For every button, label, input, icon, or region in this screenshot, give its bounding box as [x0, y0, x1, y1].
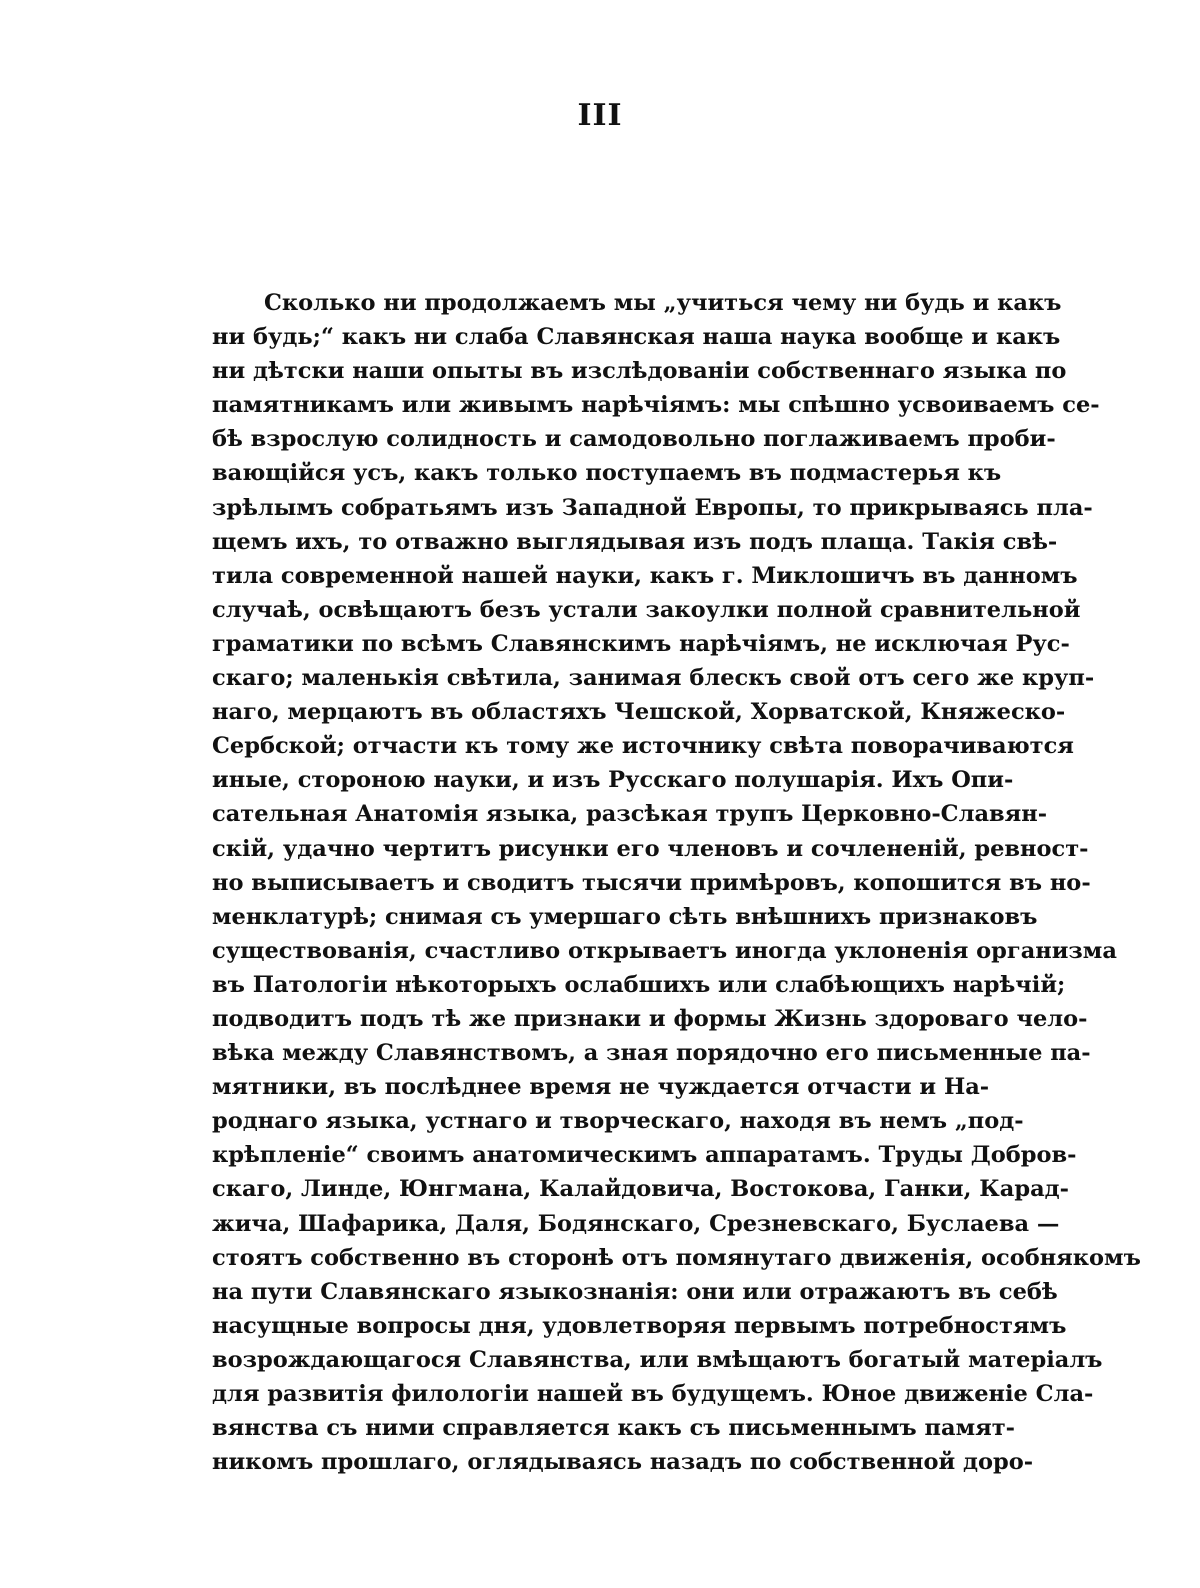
text-line: щемъ ихъ, то отважно выглядывая изъ подъ плаща. Такія свѣ-	[212, 528, 1058, 555]
text-line: стоятъ собственно въ сторонѣ отъ помянутаго движенія, особнякомъ	[212, 1244, 1141, 1271]
text-line: на пути Славянскаго языкознанія: они или отражаютъ въ себѣ	[212, 1278, 1058, 1305]
text-line: насущные вопросы дня, удовлетворяя первымъ потребностямъ	[212, 1312, 1067, 1339]
text-line: граматики по всѣмъ Славянскимъ нарѣчіямъ, не исключая Рус-	[212, 630, 1070, 657]
text-line: бѣ взрослую солидность и самодовольно поглаживаемъ проби-	[212, 426, 1056, 453]
text-line: жича, Шафарика, Даля, Бодянскаго, Срезневскаго, Буслаева —	[212, 1210, 1060, 1237]
text-line: вѣка между Славянствомъ, а зная порядочно его письменные па-	[212, 1040, 1091, 1067]
text-line: ни дѣтски наши опыты въ изслѣдованіи собственнаго языка по	[212, 358, 1067, 385]
text-line: но выписываетъ и сводитъ тысячи примѣровъ, копошится въ но-	[212, 869, 1091, 896]
text-line: скаго, Линде, Юнгмана, Калайдовича, Востокова, Ганки, Карад-	[212, 1176, 1069, 1203]
text-line: случаѣ, освѣщаютъ безъ устали закоулки полной сравнительной	[212, 596, 1081, 623]
text-line: скій, удачно чертитъ рисунки его членовъ и сочлененій, ревност-	[212, 835, 1089, 862]
text-line: Сколько ни продолжаемъ мы „учиться чему ни будь и какъ	[264, 290, 1062, 316]
text-line: роднаго языка, устнаго и творческаго, находя въ немъ „под-	[212, 1108, 1024, 1135]
text-line: тила современной нашей науки, какъ г. Миклошичъ въ данномъ	[212, 562, 1078, 589]
text-line: для развитія филологіи нашей въ будущемъ. Юное движеніе Сла-	[212, 1381, 1094, 1407]
text-line: существованія, счастливо открываетъ иногда уклоненія организма	[212, 937, 1117, 964]
text-line: никомъ прошлаго, оглядываясь назадъ по собственной доро-	[212, 1449, 1034, 1476]
text-line: скаго; маленькія свѣтила, занимая блескъ свой отъ сего же круп-	[212, 665, 1095, 692]
text-line: вающійся усъ, какъ только поступаемъ въ подмастерья къ	[212, 460, 1002, 487]
body-paragraph	[212, 286, 1141, 1479]
text-line: крѣпленіе“ своимъ анатомическимъ аппаратамъ. Труды Добров-	[212, 1142, 1077, 1169]
text-line: въ Патологіи нѣкоторыхъ ослабшихъ или слабѣющихъ нарѣчій;	[212, 971, 1066, 998]
text-line: зрѣлымъ собратьямъ изъ Западной Европы, то прикрываясь пла-	[212, 494, 1093, 521]
text-line: наго, мерцаютъ въ областяхъ Чешской, Хорватской, Княжеско-	[212, 699, 1066, 726]
text-line: ни будь;“ какъ ни слаба Славянская наша наука вообще и какъ	[212, 324, 1061, 351]
text-line: возрождающагося Славянства, или вмѣщаютъ богатый матеріалъ	[212, 1346, 1103, 1373]
text-line: подводитъ подъ тѣ же признаки и формы Жизнь здороваго чело-	[212, 1005, 1088, 1032]
text-line: мятники, въ послѣднее время не чуждается отчасти и На-	[212, 1074, 990, 1101]
text-line: менклатурѣ; снимая съ умершаго сѣть внѣшнихъ признаковъ	[212, 903, 1038, 930]
text-line: иные, стороною науки, и изъ Русскаго полушарія. Ихъ Опи-	[212, 767, 1014, 794]
text-line: памятникамъ или живымъ нарѣчіямъ: мы спѣшно усвоиваемъ се-	[212, 392, 1100, 419]
text-line: Сербской; отчасти къ тому же источнику свѣта поворачиваются	[212, 733, 1074, 760]
text-line: сательная Анатомія языка, разсѣкая трупъ Церковно-Славян-	[212, 801, 1048, 828]
page-number: III	[577, 98, 623, 133]
text-line: вянства съ ними справляется какъ съ письменнымъ памят-	[212, 1415, 1016, 1442]
